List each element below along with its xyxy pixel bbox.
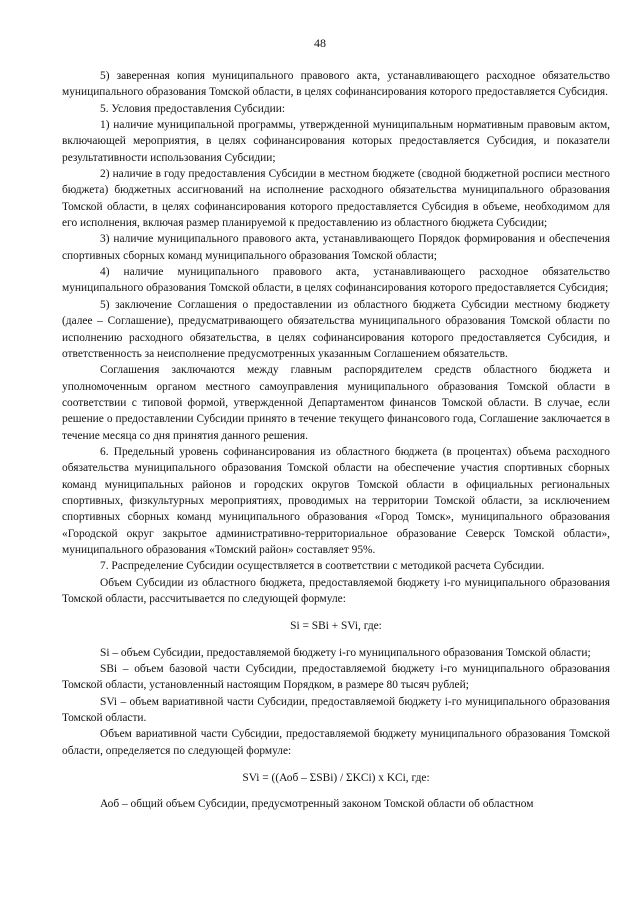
condition-2-budget: 2) наличие в году предоставления Субсидии в местном бюджете (сводной бюджетной росписи местного бюджета) бюджетных ассигнований на исполнение расходного обязательства муниципального образования Томской области, в целях софинансирования которого предоставляется Субсидия в объеме, необходимом для его исполнения, включая размер планируемой к предоставлению из областного бюджета Субсидии; [62, 168, 610, 230]
definition-svi: SVi – объем вариативной части Субсидии, предоставляемой бюджету i-го муниципального образования Томской области. [62, 695, 610, 725]
definition-aob: Аоб – общий объем Субсидии, предусмотренный законом Томской области об областном [100, 798, 534, 811]
variable-part-intro: Объем вариативной части Субсидии, предоставляемой бюджету муниципального образования Томской области, определяется по следующей формуле: [62, 728, 610, 757]
definition-sbi: SBi – объем базовой части Субсидии, предоставляемой бюджету i-го муниципального образования Томской области, установленный настоящим Порядком, в размере 80 тысяч рублей; [62, 663, 610, 692]
section-heading-5-conditions: 5. Условия предоставления Субсидии: [100, 102, 285, 115]
agreement-conclusion-paragraph: Соглашения заключаются между главным распорядителем средств областного бюджета и уполномоченным органом местного самоуправления муниципального образования Томской области в соответствии с типовой формой, утвержденной Департаментом финансов Томской области. В случае, если решение о предоставлении Субсидии принято в течение текущего финансового года, Соглашение заключается в течение месяца со дня принятия данного решения. [62, 364, 610, 442]
condition-5-agreement: 5) заключение Соглашения о предоставлении из областного бюджета Субсидии местному бюджету (далее – Соглашение), предусматривающего обязательства муниципального образования Томской области по исполнению расходного обязательства, в целях софинансирования которого предоставляется Субсидия, и ответственность за неисполнение предусмотренных указанным Соглашением обязательств. [62, 298, 610, 360]
page-number: 48 [314, 36, 326, 50]
formula-svi: SVi = ((Аоб – ΣSBi) / ΣKCi) x KCi, где: [242, 772, 430, 785]
definition-si: Si – объем Субсидии, предоставляемой бюджету i-го муниципального образования Томской области; [100, 646, 591, 659]
formula-si: Si = SBi + SVi, где: [290, 620, 382, 633]
document-body [62, 68, 610, 813]
section-6-cofinancing-level: 6. Предельный уровень софинансирования из областного бюджета (в процентах) объема расходного обязательства муниципального образования Томской области на обеспечение участия спортивных сборных команд муниципальных районов и городских округов Томской области в официальных региональных спортивных, физкультурных мероприятиях, проводимых на территории Томской области, за исключением спортивных сборных команд муниципального образования «Город Томск», муниципального образования «Городской округ закрытое административно-территориальное образование Северск Томской области», муниципального образования «Томский район» составляет 95%. [62, 445, 610, 556]
condition-4-obligation-act: 4) наличие муниципального правового акта, устанавливающего расходное обязательство муниципального образования Томской области, в целях софинансирования которого предоставляется Субсидия; [62, 266, 610, 295]
section-7-distribution: 7. Распределение Субсидии осуществляется в соответствии с методикой расчета Субсидии. [100, 560, 545, 573]
condition-1-program: 1) наличие муниципальной программы, утвержденной муниципальным нормативным правовым актом, включающей мероприятия, в целях софинансирования которых предоставляется Субсидия, и показатели результативности использования Субсидии; [62, 119, 610, 164]
subsidy-volume-intro: Объем Субсидии из областного бюджета, предоставляемой бюджету i-го муниципального образования Томской области, рассчитывается по следующей формуле: [62, 576, 610, 605]
paragraph-item-5-copy-act: 5) заверенная копия муниципального правового акта, устанавливающего расходное обязательство муниципального образования Томской области, в целях софинансирования которого предоставляется Субсидия. [62, 70, 610, 99]
condition-3-procedure-act: 3) наличие муниципального правового акта, устанавливающего Порядок формирования и обеспечения спортивных сборных команд муниципального образования Томской области; [62, 233, 610, 262]
